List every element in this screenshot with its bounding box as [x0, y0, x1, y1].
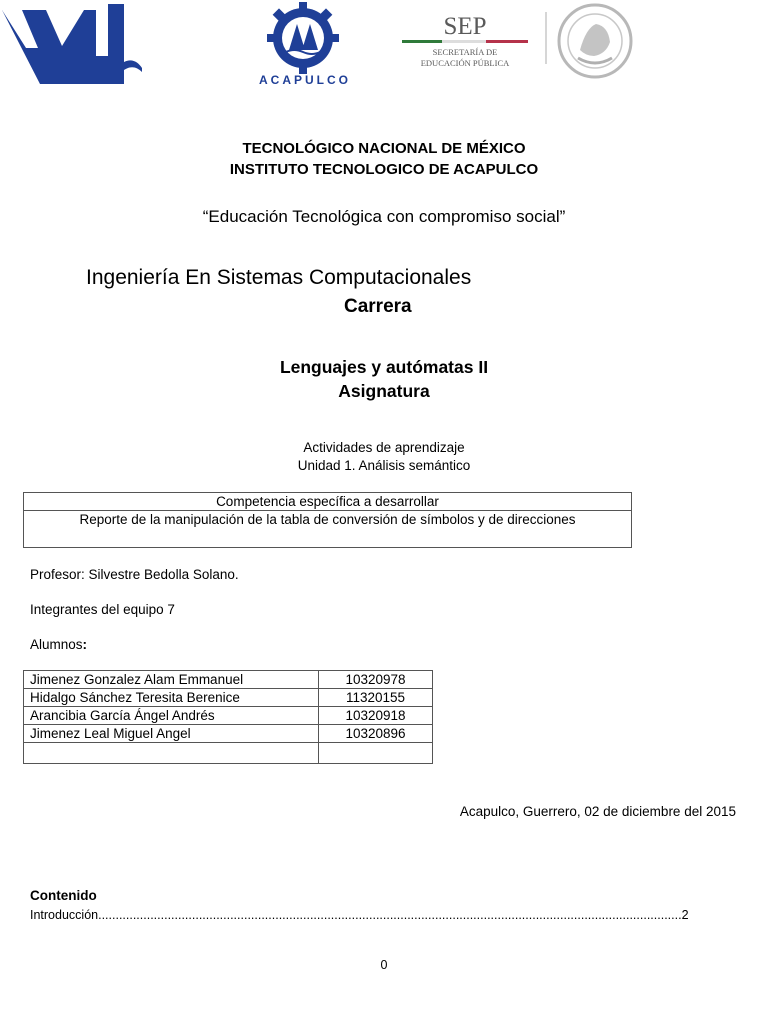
contents-heading: Contenido — [30, 888, 97, 903]
table-row-empty — [24, 743, 433, 764]
logo-divider — [545, 12, 547, 64]
mexican-coat-of-arms-icon — [556, 2, 634, 80]
student-name: Arancibia García Ángel Andrés — [24, 707, 319, 725]
motto: “Educación Tecnológica con compromiso social” — [202, 207, 566, 226]
student-id: 11320155 — [319, 689, 433, 707]
table-row — [24, 689, 433, 707]
toc-entry-page: 2 — [681, 908, 689, 922]
table-row — [24, 671, 433, 689]
activity-title: Actividades de aprendizaje — [303, 440, 465, 455]
svg-text:SEP: SEP — [443, 13, 487, 40]
student-id: 10320918 — [319, 707, 433, 725]
equipo: Integrantes del equipo 7 — [30, 602, 175, 617]
profesor: Profesor: Silvestre Bedolla Solano. — [30, 567, 239, 582]
competencia-text: Reporte de la manipulación de la tabla de conversión de símbolos y de direcciones — [24, 511, 632, 548]
toc-entry[interactable] — [30, 908, 689, 922]
student-id-empty — [319, 743, 433, 764]
competencia-table — [23, 492, 632, 548]
svg-text:SECRETARÍA DE: SECRETARÍA DE — [432, 47, 498, 57]
toc-leader-dots: ........................................................................................................................................................................ — [98, 908, 682, 922]
alumnos-label — [30, 637, 87, 652]
svg-text:EDUCACIÓN PÚBLICA: EDUCACIÓN PÚBLICA — [420, 58, 510, 68]
place-date: Acapulco, Guerrero, 02 de diciembre del 2015 — [459, 804, 736, 819]
alumnos-label-text: Alumnos — [30, 637, 83, 652]
tecnm-logo — [0, 0, 142, 88]
career-name: Ingeniería En Sistemas Computacionales — [86, 266, 472, 289]
alumnos-table — [23, 670, 433, 764]
student-id: 10320896 — [319, 725, 433, 743]
student-name: Jimenez Gonzalez Alam Emmanuel — [24, 671, 319, 689]
activity-unit: Unidad 1. Análisis semántico — [297, 458, 471, 473]
toc-entry-label: Introducción — [30, 908, 99, 922]
sep-logo — [400, 8, 530, 78]
student-name: Hidalgo Sánchez Teresita Berenice — [24, 689, 319, 707]
student-name: Jimenez Leal Miguel Angel — [24, 725, 319, 743]
competencia-header: Competencia específica a desarrollar — [24, 493, 632, 511]
subject-name: Lenguajes y autómatas II — [279, 357, 489, 377]
career-label: Carrera — [344, 296, 412, 317]
student-name-empty — [24, 743, 319, 764]
svg-text:ACAPULCO: ACAPULCO — [259, 73, 351, 87]
student-id: 10320978 — [319, 671, 433, 689]
institution-name: TECNOLÓGICO NACIONAL DE MÉXICO — [242, 140, 526, 157]
competencia-header-row — [24, 493, 632, 511]
institute-name: INSTITUTO TECNOLOGICO DE ACAPULCO — [229, 161, 539, 178]
acapulco-logo-text — [256, 60, 354, 92]
subject-label: Asignatura — [338, 381, 430, 401]
competencia-body-row — [24, 511, 632, 548]
alumnos-label-colon: : — [82, 637, 88, 652]
page-number: 0 — [380, 958, 388, 972]
table-row — [24, 707, 433, 725]
table-row — [24, 725, 433, 743]
